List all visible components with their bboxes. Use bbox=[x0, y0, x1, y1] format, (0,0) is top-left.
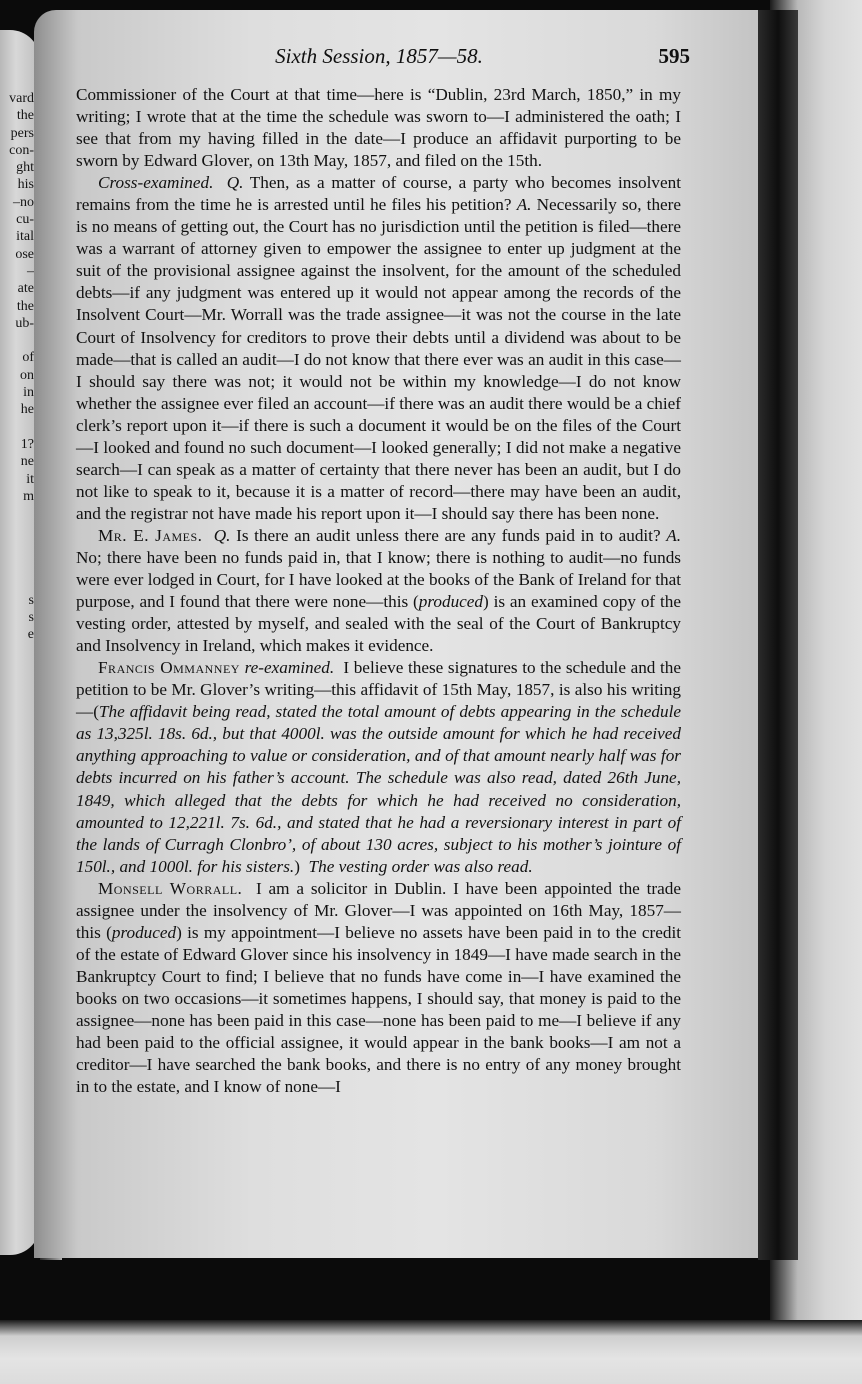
facing-page-fragment: –no bbox=[13, 194, 34, 210]
facing-page-fragment: ate bbox=[17, 281, 34, 297]
paragraph-mr-e-james: Mr. E. James. Q. Is there an audit unless there are any funds paid in to audit? A. No; there have been no funds paid in, that I know; there is nothing to audit—no funds were ever lodged in Court, for I have looked at the books of the Bank of Ireland for that purpose, and I found that there were none—this (produced) is an examined copy of the vesting order, attested by myself, and sealed with the seal of the Court of Bankruptcy and Insolvency in Ireland, which makes it evidence. bbox=[76, 525, 682, 656]
paragraph-cross-examined: Cross-examined. Q. Then, as a matter of course, a party who becomes insolvent remains from the time he is arrested until he files his petition? A. Necessarily so, there is no means of getting out, the Court has no jurisdiction until the petition is filed—there was a warrant of attorney given to empower the assignee to enter up judgment at the suit of the provisional assignee against the insolvent, for the amount of the scheduled debts—if any judgment was entered up it would not appear among the records of the Insolvent Court—Mr. Worrall was the trade assignee—it was not the course in the late Court of Insolvency for creditors to prove their debts until a dividend was about to be made—that is called an audit—I do not know that there ever was an audit in this case—I should say there was not; it would not be within my knowledge—I do not know whether the assignee ever filed an account—if there was an audit there would be a chief clerk’s report upon it—if there is such a document it would be on the files of the Court—I looked and found no such document—I looked generally; I did not make a negative search—I can speak as a matter of certainty that there never has been an audit, but I do not like to speak to it, because it is a matter of record—there may have been an audit, and the registrar not have made his report upon it—I should say there has been none. bbox=[76, 173, 682, 523]
facing-page-fragment: he bbox=[20, 402, 34, 418]
facing-page-fragment: on bbox=[20, 367, 34, 383]
paragraph-monsell-worrall: Monsell Worrall. I am a solicitor in Dublin. I have been appointed the trade assignee under the insolvency of Mr. Glover—I was appointed on 16th May, 1857—this (produced) is my appointment—I believe no assets have been paid in to the credit of the estate of Edward Glover since his insolvency in 1849—I have made search in the Bankruptcy Court to find; I believe that no funds have come in—I have examined the books on two occasions—it sometimes happens, I should say, that money is paid to the assignee—none has been paid in this case—none has been paid to me—I believe if any had been paid to the official assignee, it would appear in the bank books—I am not a creditor—I have searched the bank books, and there is no entry of any money brought in to the estate, and I know of none—I bbox=[76, 878, 682, 1097]
scan-background-bottom bbox=[0, 1320, 862, 1384]
facing-page-fragment: ital bbox=[16, 229, 34, 245]
facing-page-fragment: 1? bbox=[20, 436, 34, 452]
body-text bbox=[76, 84, 681, 1098]
facing-page-fragment bbox=[9, 540, 34, 557]
facing-page-fragment: the bbox=[16, 108, 34, 124]
facing-page-fragment bbox=[9, 557, 34, 574]
facing-page-fragment bbox=[9, 505, 34, 522]
facing-page-fragment: s bbox=[28, 609, 34, 625]
facing-page-text-fragments bbox=[9, 90, 34, 644]
facing-page-fragment: it bbox=[26, 471, 34, 487]
facing-page-fragment: cu- bbox=[16, 212, 34, 228]
facing-page-fragment: the bbox=[16, 298, 34, 314]
facing-page-fragment: – bbox=[27, 263, 34, 279]
facing-page-fragment: con- bbox=[9, 142, 34, 158]
facing-page-fragment: ght bbox=[16, 160, 34, 176]
page-edge-shadow bbox=[758, 10, 798, 1260]
facing-page-fragment bbox=[9, 522, 34, 539]
facing-page-fragment: his bbox=[17, 177, 34, 193]
paragraph-francis-ommanney: Francis Ommanney re-examined. I believe these signatures to the schedule and the petition to be Mr. Glover’s writing—this affidavit of 15th May, 1857, is also his writing—(The affidavit being read, stated the total amount of debts appearing in the schedule as 13,325l. 18s. 6d., but that 4000l. was the outside amount for which he had received anything approaching to value or consideration, and of that amount nearly half was for debts incurred on his father’s account. The schedule was also read, dated 26th June, 1849, which alleged that the debts for which he had received no consideration, amounted to 12,221l. 7s. 6d., and stated that he had a reversionary interest in part of the lands of Curragh Clonbro’, of about 130 acres, subject to his mother’s jointure of 150l., and 1000l. for his sisters.) The vesting order was also read. bbox=[76, 658, 681, 876]
facing-page-fragment: in bbox=[23, 385, 34, 401]
facing-page-fragment: m bbox=[23, 488, 34, 504]
page-number: 595 bbox=[658, 44, 690, 68]
facing-page-fragment: of bbox=[22, 350, 34, 366]
running-head bbox=[74, 40, 690, 72]
facing-page-fragment: ose bbox=[15, 246, 34, 262]
running-title: Sixth Session, 1857—58. bbox=[275, 44, 483, 68]
facing-page-fragment: s bbox=[28, 592, 34, 608]
facing-page-fragment bbox=[9, 419, 34, 436]
facing-page-fragment: ub- bbox=[15, 315, 34, 331]
facing-page-fragment: vard bbox=[9, 91, 34, 106]
facing-page-fragment: ne bbox=[20, 454, 34, 470]
facing-page-fragment: pers bbox=[10, 125, 34, 141]
facing-page-fragment bbox=[9, 574, 34, 591]
paragraph-commissioner: Commissioner of the Court at that time—here is “Dublin, 23rd March, 1850,” in my writing; I wrote that at the time the schedule was sworn to—I administered the oath; I see that from my having filled in the date—I produce an affidavit purporting to be sworn by Edward Glover, on 13th May, 1857, and filed on the 15th. bbox=[76, 85, 681, 171]
facing-page-fragment bbox=[9, 332, 34, 349]
facing-page-fragment: e bbox=[27, 627, 34, 643]
